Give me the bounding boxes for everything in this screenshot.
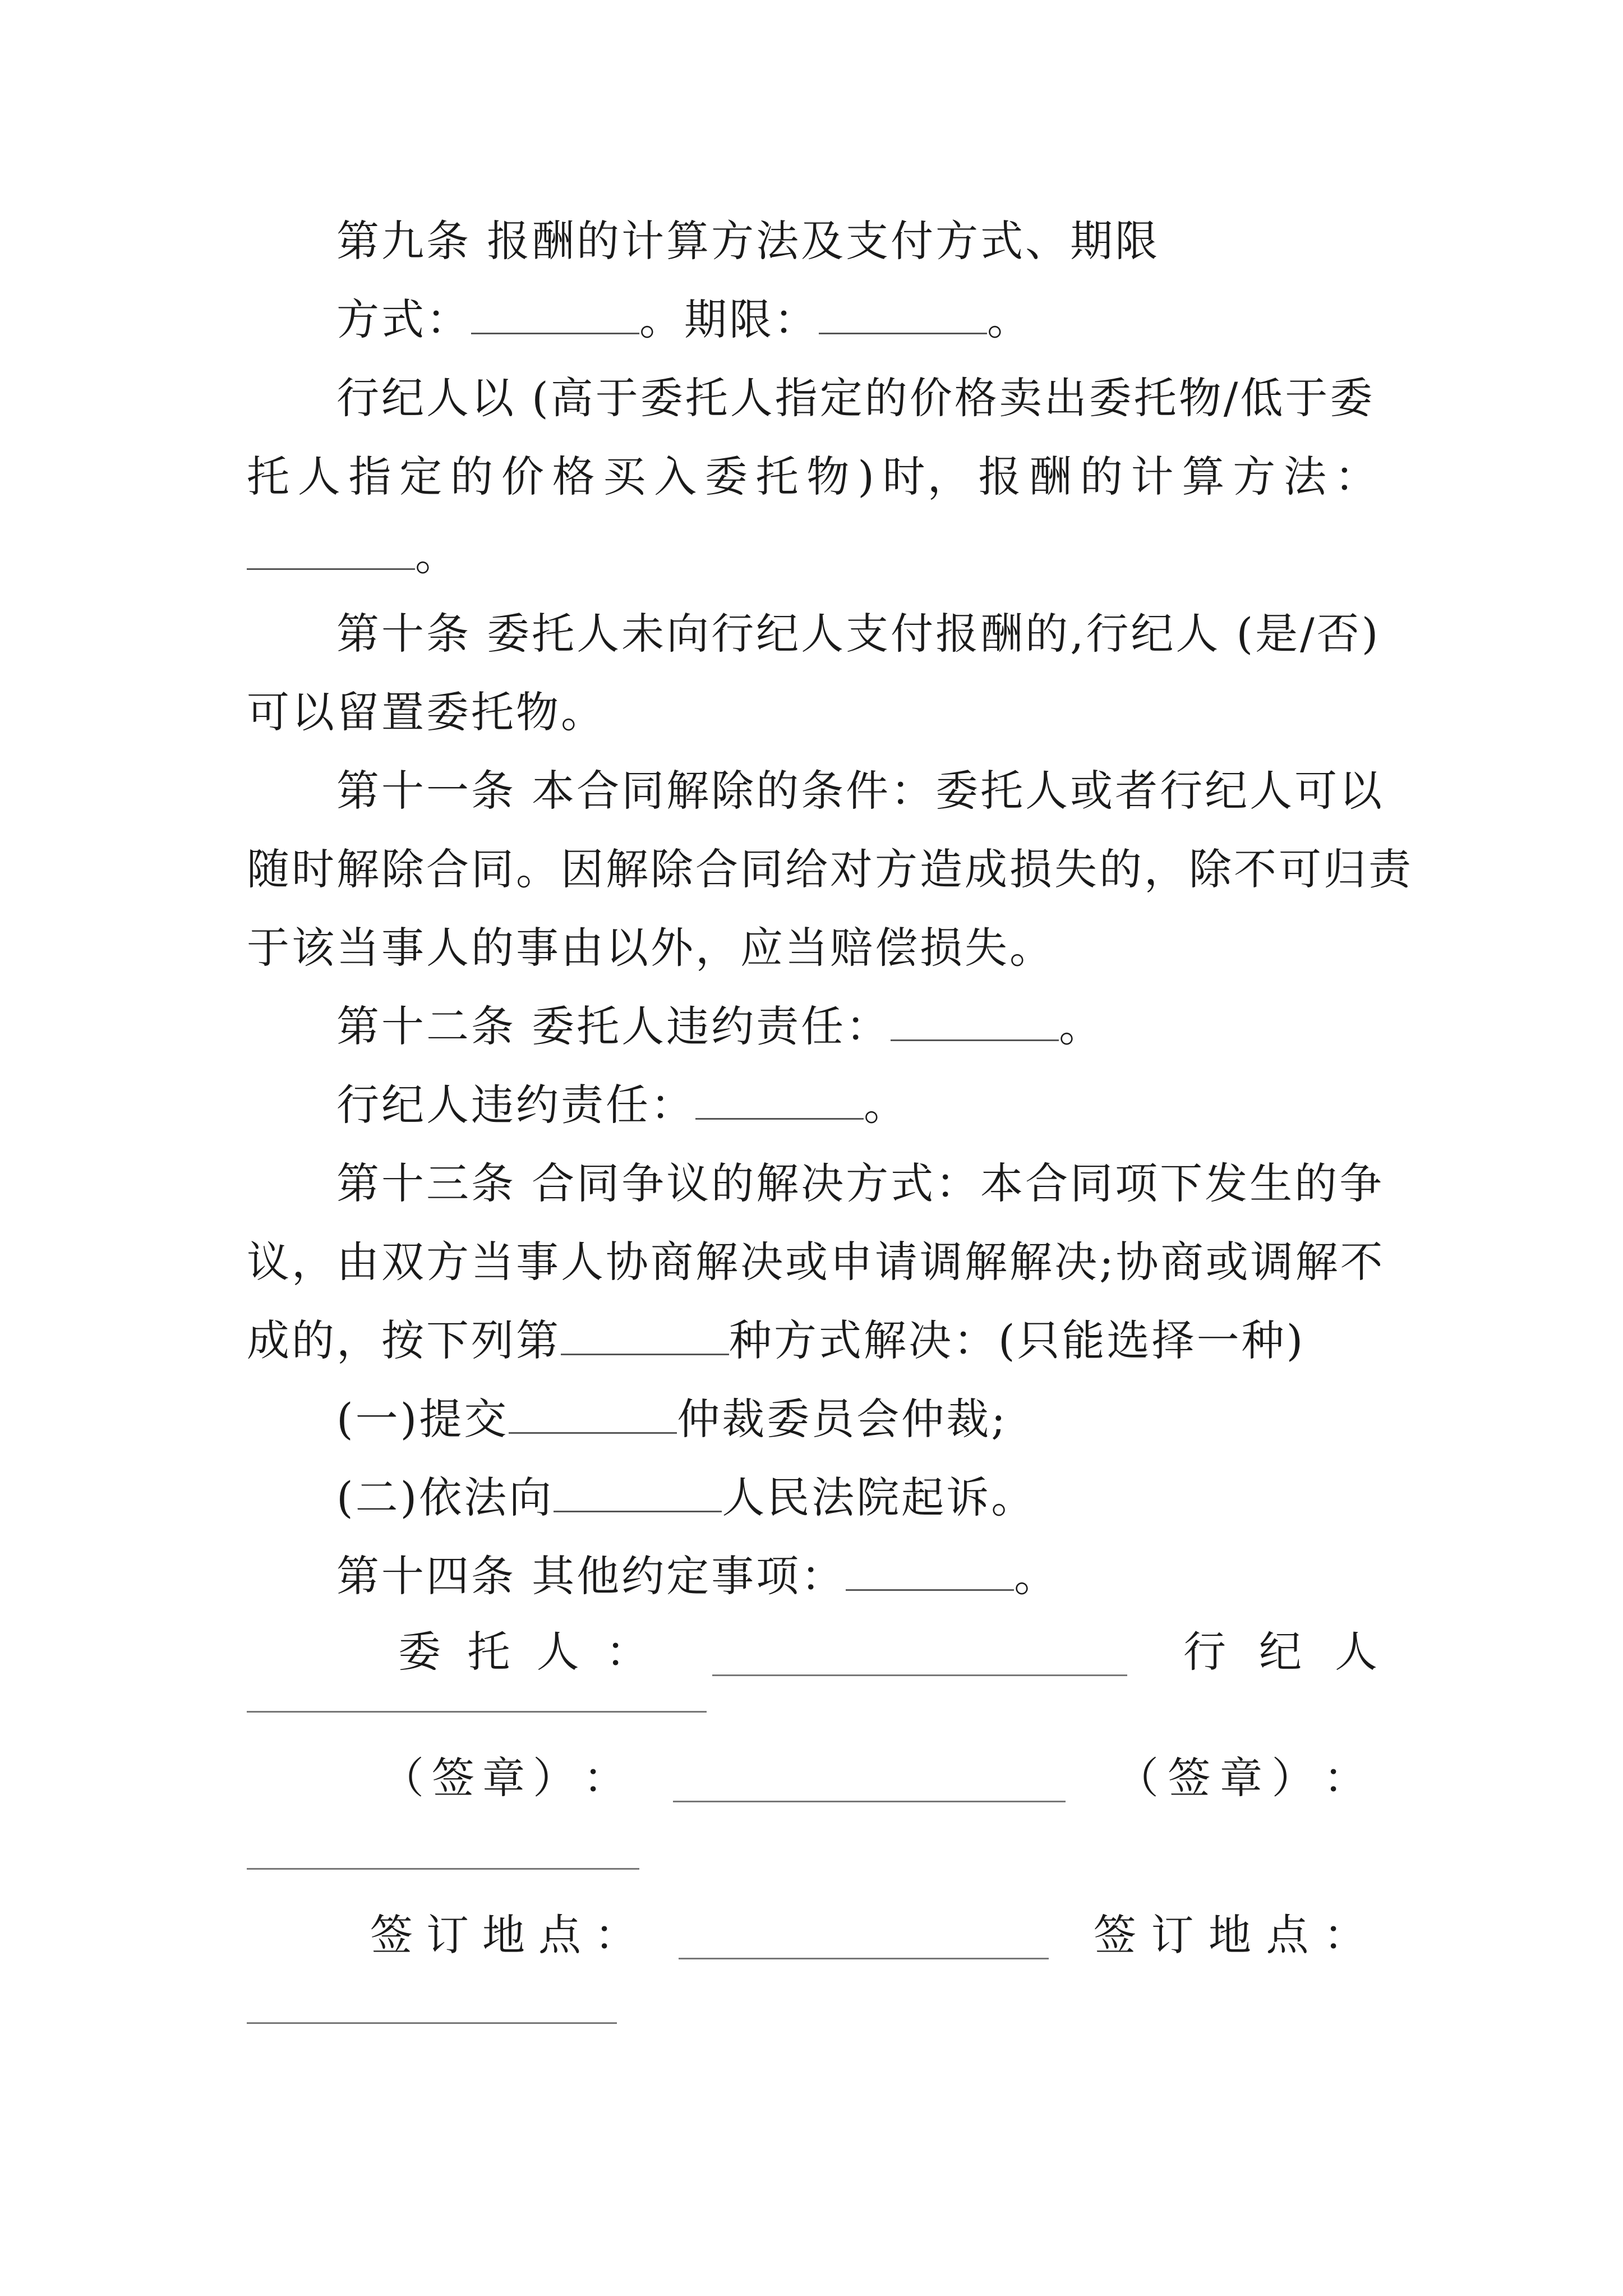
char: 行	[1183, 1627, 1228, 1677]
article-9-para-line1: 行纪人以 (高于委托人指定的价格卖出委托物/低于委	[336, 373, 1375, 423]
char: ：	[1334, 452, 1380, 501]
article-9-mode-line	[336, 292, 1032, 348]
option-2-label: (二)依法向	[336, 1473, 554, 1522]
char: 订	[426, 1910, 471, 1960]
char: 的	[450, 452, 496, 501]
char: 签	[1094, 1910, 1138, 1960]
principal-signature-blank[interactable]	[712, 1674, 1127, 1676]
article-10-line1: 第十条 委托人未向行纪人支付报酬的,行纪人 (是/否)	[336, 609, 1381, 659]
char: ：	[583, 1753, 628, 1803]
calc-method-blank[interactable]	[247, 529, 415, 570]
article-13-option-2	[336, 1470, 1036, 1526]
char: 地	[482, 1910, 527, 1960]
char: 酬	[1029, 452, 1075, 501]
char: ：	[1324, 1753, 1368, 1803]
char: 的	[1080, 452, 1125, 501]
agent-seal-label	[1116, 1750, 1368, 1806]
mode-label: 方式：	[336, 295, 471, 344]
char: 报	[978, 452, 1023, 501]
char: 指	[348, 452, 394, 501]
char: ）	[1271, 1753, 1317, 1803]
char: 委	[398, 1627, 443, 1677]
article-9-title: 第九条 报酬的计算方法及支付方式、期限	[336, 216, 1160, 266]
article-11-line2: 随时解除合同。因解除合同给对方造成损失的，除不可归责	[247, 844, 1413, 894]
calc-method-end: 。	[415, 530, 460, 580]
char: 签	[432, 1753, 477, 1803]
principal-liability-end: 。	[1059, 1001, 1104, 1051]
method-choice-label: 成的，按下列第	[247, 1315, 561, 1365]
char: 点	[538, 1910, 583, 1960]
article-12-line2	[336, 1077, 909, 1133]
article-14-line	[336, 1548, 1059, 1604]
principal-liability-blank[interactable]	[891, 1000, 1059, 1041]
char: 计	[1131, 452, 1176, 501]
char: 方	[1233, 452, 1278, 501]
char: （	[381, 1753, 426, 1803]
char: 买	[603, 452, 648, 501]
agent-liability-blank[interactable]	[695, 1079, 864, 1120]
court-blank[interactable]	[554, 1471, 722, 1512]
agent-place-blank[interactable]	[247, 2022, 617, 2024]
article-13-option-1	[336, 1391, 1008, 1447]
char: 时，	[882, 452, 972, 501]
char: ：	[605, 1627, 651, 1677]
principal-label	[398, 1624, 651, 1680]
method-choice-blank[interactable]	[561, 1314, 729, 1355]
char: 算	[1182, 452, 1227, 501]
agent-seal-blank[interactable]	[247, 1868, 639, 1870]
article-13-line1: 第十三条 合同争议的解决方式：本合同项下发生的争	[336, 1158, 1385, 1208]
char: 价	[501, 452, 546, 501]
principal-seal-blank[interactable]	[673, 1801, 1066, 1802]
char: ）	[533, 1753, 578, 1803]
option-1-label: (一)提交	[336, 1394, 509, 1444]
article-11-line1: 第十一条 本合同解除的条件：委托人或者行纪人可以	[336, 766, 1385, 816]
char: 托	[247, 452, 292, 501]
agent-place-label	[1094, 1907, 1368, 1963]
principal-place-label	[370, 1907, 639, 1963]
char: 章	[482, 1753, 527, 1803]
char: 人	[1335, 1627, 1380, 1677]
principal-liability-label: 第十二条 委托人违约责任：	[336, 1001, 891, 1051]
char: 托	[467, 1627, 513, 1677]
char: 人	[297, 452, 343, 501]
agent-liability-label: 行纪人违约责任：	[336, 1080, 695, 1130]
char: 人	[536, 1627, 582, 1677]
mode-blank[interactable]	[471, 293, 639, 334]
agent-liability-end: 。	[864, 1080, 909, 1130]
char: 法	[1283, 452, 1329, 501]
article-11-line3: 于该当事人的事由以外，应当赔偿损失。	[247, 923, 1054, 973]
char: ：	[594, 1910, 639, 1960]
char: 订	[1151, 1910, 1196, 1960]
other-matters-label: 第十四条 其他约定事项：	[336, 1551, 846, 1601]
method-choice-note: 种方式解决：(只能选择一种)	[729, 1315, 1306, 1365]
char: 章	[1220, 1753, 1265, 1803]
article-10-line2: 可以留置委托物。	[247, 687, 606, 737]
char: )	[857, 452, 877, 501]
principal-seal-label	[381, 1750, 628, 1806]
article-9-para-line3	[247, 527, 460, 583]
char: 定	[399, 452, 445, 501]
other-matters-end: 。	[1014, 1551, 1059, 1601]
period-label: 。期限：	[639, 295, 819, 344]
article-13-line3	[247, 1313, 1305, 1369]
char: 地	[1209, 1910, 1253, 1960]
char: 入	[654, 452, 699, 501]
char: （	[1116, 1753, 1161, 1803]
char: 纪	[1259, 1627, 1304, 1677]
arbitration-commission-blank[interactable]	[509, 1393, 677, 1434]
char: 托	[755, 452, 801, 501]
char: 格	[552, 452, 597, 501]
other-matters-blank[interactable]	[846, 1550, 1014, 1591]
article-12-line1	[336, 999, 1104, 1055]
period-blank[interactable]	[819, 293, 987, 334]
option-1-text: 仲裁委员会仲裁;	[677, 1394, 1008, 1444]
char: 签	[1168, 1753, 1213, 1803]
char: 物	[806, 452, 852, 501]
char: 委	[704, 452, 750, 501]
principal-place-blank[interactable]	[679, 1958, 1049, 1959]
period-end: 。	[987, 295, 1032, 344]
char: ：	[1324, 1910, 1368, 1960]
option-2-text: 人民法院起诉。	[722, 1473, 1036, 1522]
agent-label	[1183, 1624, 1380, 1680]
char: 点	[1266, 1910, 1311, 1960]
article-9-para-line2	[247, 449, 1380, 505]
char: 签	[370, 1910, 415, 1960]
agent-signature-blank[interactable]	[247, 1711, 707, 1713]
article-13-line2: 议，由双方当事人协商解决或申请调解解决;协商或调解不	[247, 1237, 1385, 1287]
